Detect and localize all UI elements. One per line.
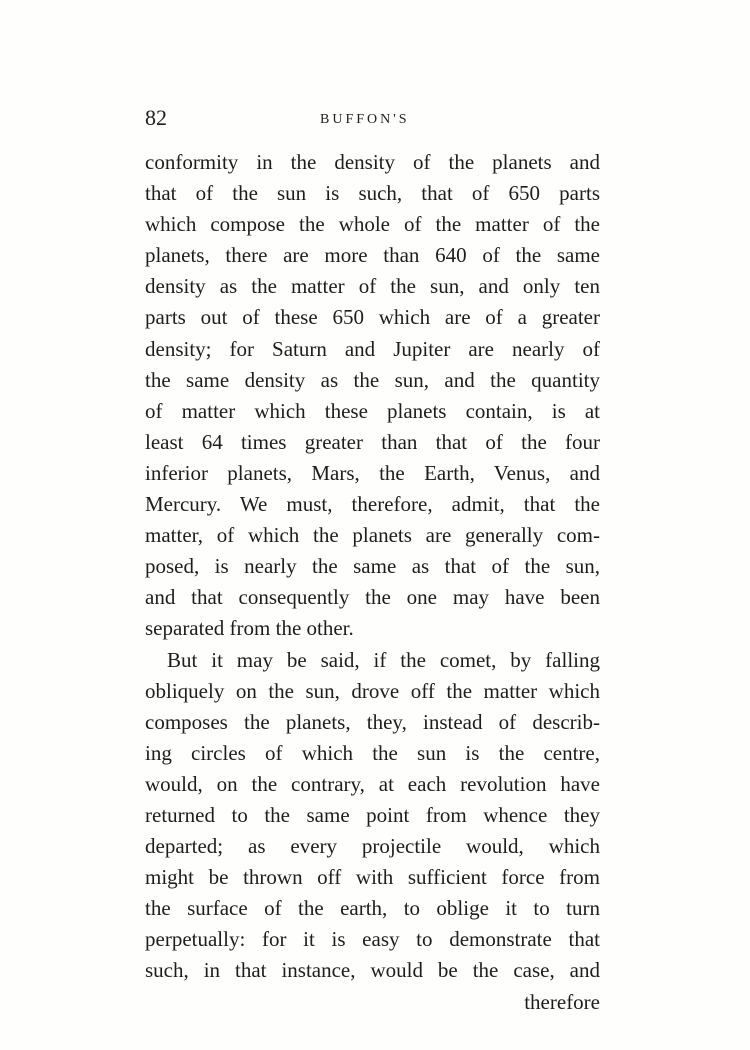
text-line: density as the matter of the sun, and only ten [145, 274, 600, 299]
text-line: obliquely on the sun, drove off the matter which [145, 678, 600, 703]
text-line: Mercury. We must, therefore, admit, that the [145, 492, 600, 517]
text-line: ing circles of which the sun is the centre, [145, 740, 600, 765]
text-line: parts out of these 650 which are of a greater [145, 305, 600, 330]
text-line: perpetually: for it is easy to demonstrate that [145, 927, 600, 952]
text-line: that of the sun is such, that of 650 parts [145, 181, 600, 206]
text-line: might be thrown off with sufficient force from [145, 865, 600, 890]
body-text [145, 147, 600, 1018]
running-head: BUFFON'S [320, 112, 410, 127]
text-line: matter, of which the planets are generally com- [145, 523, 600, 548]
text-line: composes the planets, they, instead of describ- [145, 709, 600, 734]
paragraph-end-line: separated from the other. [145, 616, 354, 641]
text-line: of matter which these planets contain, is at [145, 398, 600, 423]
text-line: the surface of the earth, to oblige it to turn [145, 896, 600, 921]
text-line: such, in that instance, would be the case, and [145, 958, 600, 983]
text-line: conformity in the density of the planets and [145, 150, 600, 174]
catchword: therefore [524, 989, 600, 1014]
text-line: would, on the contrary, at each revolution have [145, 771, 600, 796]
text-line: the same density as the sun, and the quantity [145, 367, 600, 392]
text-line: posed, is nearly the same as that of the sun, [145, 554, 600, 579]
paragraph-start-line: But it may be said, if the comet, by falling [167, 647, 600, 672]
text-line: which compose the whole of the matter of the [145, 212, 600, 237]
text-line: planets, there are more than 640 of the same [145, 243, 600, 268]
text-line: departed; as every projectile would, which [145, 834, 600, 859]
text-line: and that consequently the one may have been [145, 585, 600, 610]
page-number: 82 [145, 105, 167, 130]
page-header [145, 104, 600, 136]
text-line: returned to the same point from whence they [145, 802, 600, 827]
text-line: density; for Saturn and Jupiter are nearly of [145, 336, 600, 361]
text-line: least 64 times greater than that of the four [145, 429, 600, 454]
text-line: inferior planets, Mars, the Earth, Venus, and [145, 460, 600, 485]
